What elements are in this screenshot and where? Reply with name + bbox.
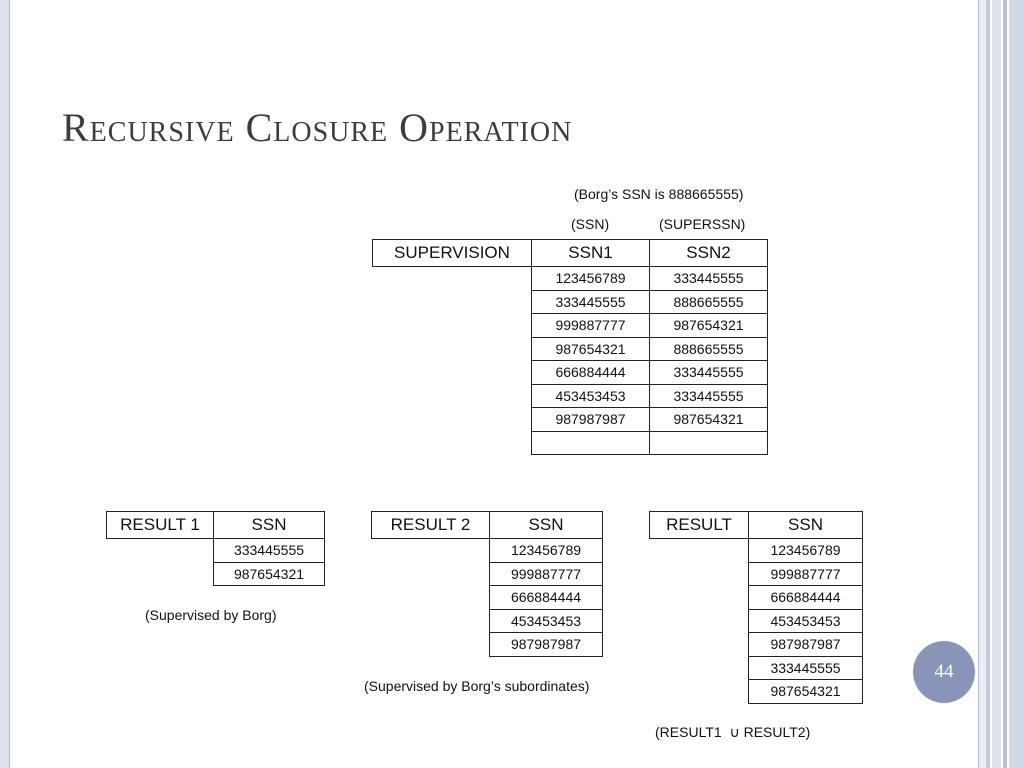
result2-caption: (Supervised by Borg’s subordinates) [364, 678, 590, 694]
supervision-cell: 987654321 [650, 408, 768, 432]
page-number-badge: 44 [913, 641, 975, 703]
result2-cell: 987987987 [490, 633, 603, 657]
supervision-header-ssn1: SSN1 [532, 240, 650, 267]
slide-title: Recursive Closure Operation [62, 105, 573, 150]
supervision-cell: 987987987 [532, 408, 650, 432]
supervision-relation-name: SUPERVISION [373, 240, 532, 267]
result-relation-name: RESULT [650, 512, 749, 539]
table-row [373, 361, 768, 385]
table-row [650, 586, 863, 610]
table-row [107, 539, 325, 563]
result-cell: 333445555 [749, 656, 863, 680]
result2-cell: 999887777 [490, 562, 603, 586]
table-row [372, 539, 603, 563]
table-row [373, 408, 768, 432]
result1-caption: (Supervised by Borg) [145, 607, 277, 623]
union-symbol: ∪ [729, 724, 740, 740]
result-cell: 999887777 [749, 562, 863, 586]
result-table [649, 511, 863, 704]
result-cell: 987987987 [749, 633, 863, 657]
supervision-cell: 333445555 [650, 361, 768, 385]
borg-ssn-note: (Borg’s SSN is 888665555) [574, 186, 744, 202]
supervision-cell: 453453453 [532, 384, 650, 408]
table-row [650, 656, 863, 680]
result2-cell: 123456789 [490, 539, 603, 563]
caption-term1-num: 1 [713, 724, 722, 740]
result-caption [655, 724, 810, 741]
table-row [373, 337, 768, 361]
supervision-cell: 888665555 [650, 337, 768, 361]
supervision-cell: 333445555 [650, 384, 768, 408]
table-row [373, 384, 768, 408]
caption-term2-num: 2 [797, 724, 806, 740]
result-cell: 453453453 [749, 609, 863, 633]
result1-table [106, 511, 325, 586]
result-header-ssn: SSN [749, 512, 863, 539]
supervision-table [372, 239, 768, 455]
caption-term2: RESULT [743, 724, 798, 740]
supervision-cell: 666884444 [532, 361, 650, 385]
ssn2-attribute-note: (SUPERSSN) [659, 216, 746, 232]
supervision-cell: 333445555 [650, 267, 768, 291]
slide-right-border [978, 0, 1024, 768]
result1-cell: 333445555 [214, 539, 325, 563]
result-cell: 987654321 [749, 680, 863, 704]
result2-header-ssn: SSN [490, 512, 603, 539]
supervision-cell: 987654321 [532, 337, 650, 361]
table-row [107, 562, 325, 586]
table-row [650, 609, 863, 633]
table-row [373, 431, 768, 455]
result1-relation-name: RESULT 1 [107, 512, 214, 539]
supervision-cell: 987654321 [650, 314, 768, 338]
result-cell: 123456789 [749, 539, 863, 563]
supervision-cell: 999887777 [532, 314, 650, 338]
ssn1-attribute-note: (SSN) [571, 216, 610, 232]
caption-open-paren: ( [655, 724, 660, 740]
result2-table [371, 511, 603, 657]
table-row [650, 562, 863, 586]
supervision-cell [532, 431, 650, 455]
table-row [650, 539, 863, 563]
result1-cell: 987654321 [214, 562, 325, 586]
supervision-cell: 123456789 [532, 267, 650, 291]
supervision-cell: 333445555 [532, 290, 650, 314]
slide-left-border [0, 0, 10, 768]
result2-cell: 666884444 [490, 586, 603, 610]
caption-close-paren: ) [805, 724, 811, 740]
supervision-header-ssn2: SSN2 [650, 240, 768, 267]
supervision-cell [650, 431, 768, 455]
result2-relation-name: RESULT 2 [372, 512, 490, 539]
table-row [372, 586, 603, 610]
caption-term1: RESULT [659, 724, 714, 740]
result1-header-ssn: SSN [214, 512, 325, 539]
result-cell: 666884444 [749, 586, 863, 610]
table-row [372, 609, 603, 633]
table-row [650, 680, 863, 704]
supervision-cell: 888665555 [650, 290, 768, 314]
table-row [650, 633, 863, 657]
result2-cell: 453453453 [490, 609, 603, 633]
table-row [373, 314, 768, 338]
table-row [372, 633, 603, 657]
table-row [373, 290, 768, 314]
table-row [373, 267, 768, 291]
table-row [372, 562, 603, 586]
